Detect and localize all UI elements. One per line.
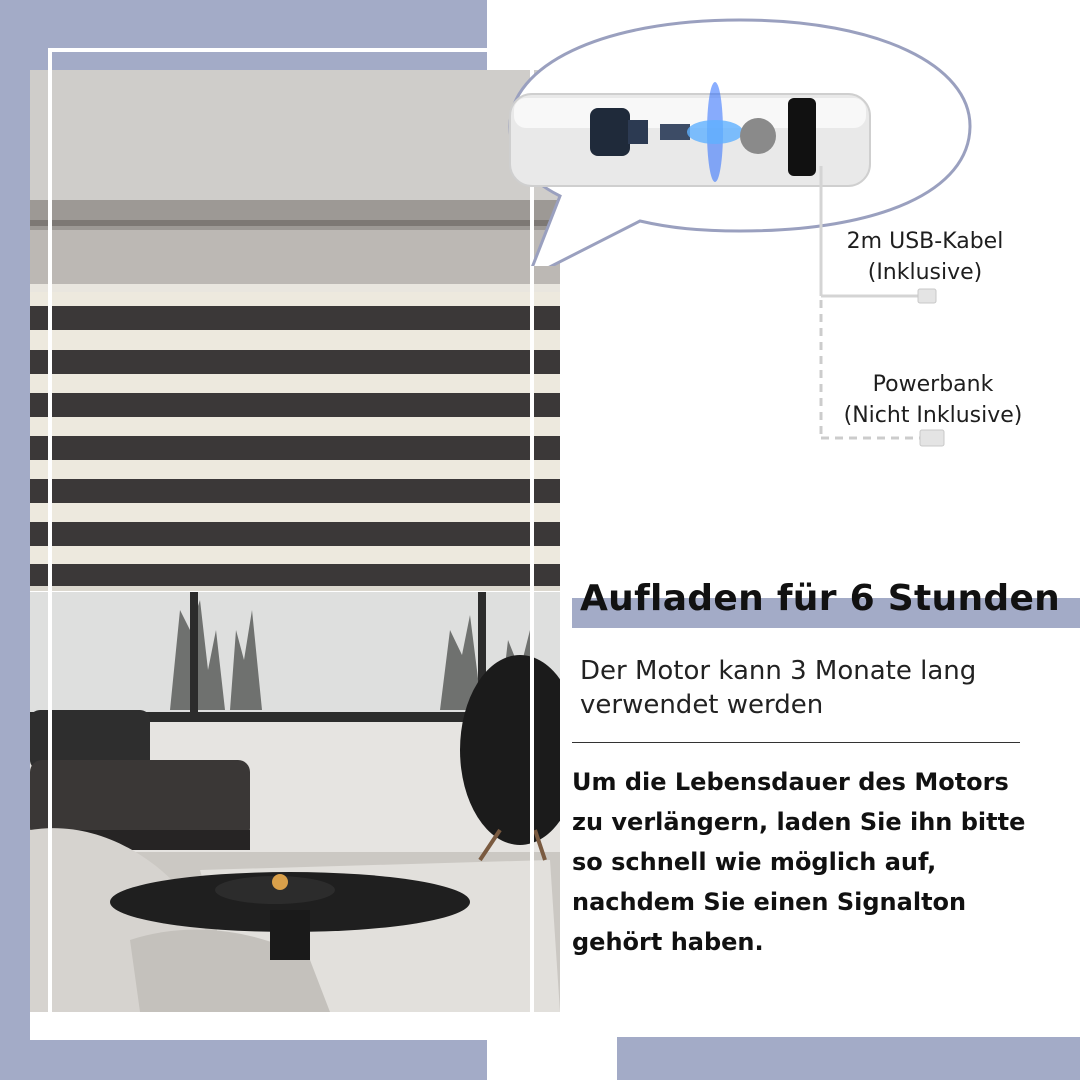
body-line2: zu verlängern, laden Sie ihn bitte <box>572 808 1026 836</box>
powerbank-line2: (Nicht Inklusive) <box>843 403 1023 428</box>
headline: Aufladen für 6 Stunden <box>580 578 1061 619</box>
usb-cable-line1: 2m USB-Kabel <box>846 229 1004 254</box>
usb-plug-icon <box>918 289 936 303</box>
subtitle-line1: Der Motor kann 3 Monate lang <box>580 656 977 686</box>
subtitle <box>580 654 1060 722</box>
body-line5: gehört haben. <box>572 928 764 956</box>
divider <box>572 742 1020 743</box>
body-line3: so schnell wie möglich auf, <box>572 848 937 876</box>
powerbank-label <box>818 369 1048 431</box>
body-line1: Um die Lebensdauer des Motors <box>572 768 1009 796</box>
usb-cable-line2: (Inklusive) <box>867 260 983 285</box>
usb-cable-label <box>820 226 1030 288</box>
body-line4: nachdem Sie einen Signalton <box>572 888 967 916</box>
powerbank-line1: Powerbank <box>872 372 994 397</box>
powerbank-plug-icon <box>920 430 944 446</box>
body-text <box>572 762 1062 962</box>
subtitle-line2: verwendet werden <box>580 690 824 720</box>
